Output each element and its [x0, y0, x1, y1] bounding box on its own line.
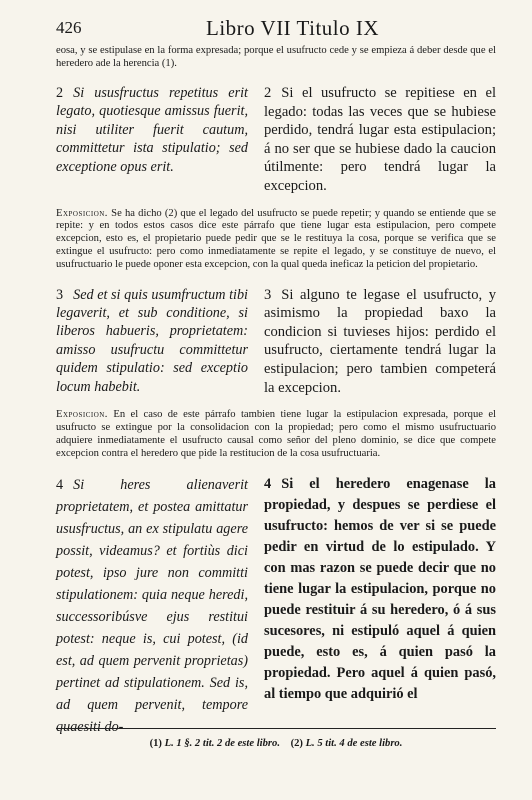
page-header	[56, 14, 496, 42]
spanish-text-2	[264, 84, 496, 196]
footnotes	[56, 738, 496, 749]
latin-body-3: Sed et si quis usumfructum tibi legaverit, et sub conditione, si liberos habueris, proprietatem: amisso usufructu committetur quidem stipulatio: sed exceptio locum habebit.	[56, 286, 248, 395]
spanish-text-3	[264, 286, 496, 398]
section-number-latin-2: 2	[56, 85, 64, 101]
section-number-spanish-3: 3	[264, 286, 272, 303]
footnote-2-text: L. 5 tit. 4 de este libro.	[305, 738, 403, 749]
continuation-text: eosa, y se estipulase en la forma expresada; porque el usufructo cede y se empieza á deber desde que el heredero ade la herencia (1).	[56, 45, 496, 69]
exposicion-body-2: Se ha dicho (2) que el legado del usufructo se puede repetir; y quando se entiende que se repite: y en todos estos casos dice este párrafo que tiene lugar esta estipulacion, pero compete excepcion, esto es, el propietario puede pedir que se le restituya la cosa, porque se verifica que se extingue el usufructo: pero como inmediatamente se repite el legado, y se constituye de nuevo, el usufructuario le puede oponer esta excepcion, con la qual queda ineficaz la peticion del propietario.	[56, 207, 497, 270]
exposicion-2	[56, 208, 496, 272]
spanish-body-3: Si alguno te legase el usufructo, y asimismo la propiedad baxo la condicion si tuvieses hijos: perdido el usufructo, ciertamente tendrá lugar la estipulacion; pero tambien competerá la excepcion.	[264, 286, 496, 396]
section-2	[56, 84, 496, 196]
spanish-text-4	[264, 474, 496, 738]
section-3	[56, 286, 496, 398]
footnote-2-marker: (2)	[290, 738, 303, 749]
footnote-1-text: L. 1 §. 2 tit. 2 de este libro.	[164, 738, 280, 749]
page-number: 426	[56, 18, 82, 37]
section-4	[56, 474, 496, 738]
latin-text-3	[56, 286, 248, 398]
exposicion-body-3: En el caso de este párrafo tambien tiene lugar la estipulacion expresada, porque el usufructo se extingue por la consolidacion con la propiedad; pero como el mismo usufructuario adquiere inmediatamente el usufructo causal como señor del pleno dominio, se dice que compete excepcion contra el heredero que pide la restitucion de la cosa usufructuaria.	[56, 409, 496, 459]
latin-text-2	[56, 84, 248, 196]
spanish-body-4: Si el heredero enagenase la propiedad, y despues se perdiese el usufructo: hemos de ver si se puede pedir en virtud de lo estipulado. Y con mas razon se puede decir que no tiene lugar la estipulacion, porque no puede restituir á su heredero, ó á sus sucesores, ni estipuló aquel á quien puede, esto es, á quien pasó la propiedad. Pero aquel á quien pasó, al tiempo que adquirió el	[264, 476, 496, 703]
latin-body-2: Si ususfructus repetitus erit legato, quotiesque amissus fuerit, nisi utiliter fuerit cautum, committetur ista stipulatio; sed exceptione opus erit.	[56, 85, 248, 175]
page	[56, 14, 496, 738]
section-number-latin-4: 4	[56, 477, 64, 494]
section-number-spanish-4: 4	[264, 476, 272, 493]
section-number-latin-3: 3	[56, 286, 64, 303]
exposicion-3	[56, 409, 496, 460]
latin-text-4	[56, 474, 248, 738]
exposicion-label-3: Exposicion.	[56, 409, 108, 421]
page-title: Libro VII Titulo IX	[206, 16, 380, 40]
spanish-body-2: Si el usufructo se repitiese en el legado: todas las veces que se hubiese perdido, tendrá lugar esta estipulacion; á no ser que se hubiese dado la caucion útilmente: pero tendrá lugar la excepcion.	[264, 85, 496, 194]
footnote-1-marker: (1)	[149, 738, 162, 749]
latin-body-4: Si heres alienaverit proprietatem, et postea amittatur ususfructus, an ex stipulatu agere possit, videamus? et fortiùs dici potest, ipso jure non committi stipulationem: quia neque heredi, successoribúsve ejus restitui potest: neque is, cui potest, (id est, ad quem pervenit proprietas) pertinet ad stipulationem. Sed is, ad quem pervenit, tempore quaesiti do-	[56, 477, 248, 736]
section-number-spanish-2: 2	[264, 85, 272, 101]
footnote-separator	[56, 728, 496, 729]
exposicion-label-2: Exposicion.	[56, 207, 108, 219]
